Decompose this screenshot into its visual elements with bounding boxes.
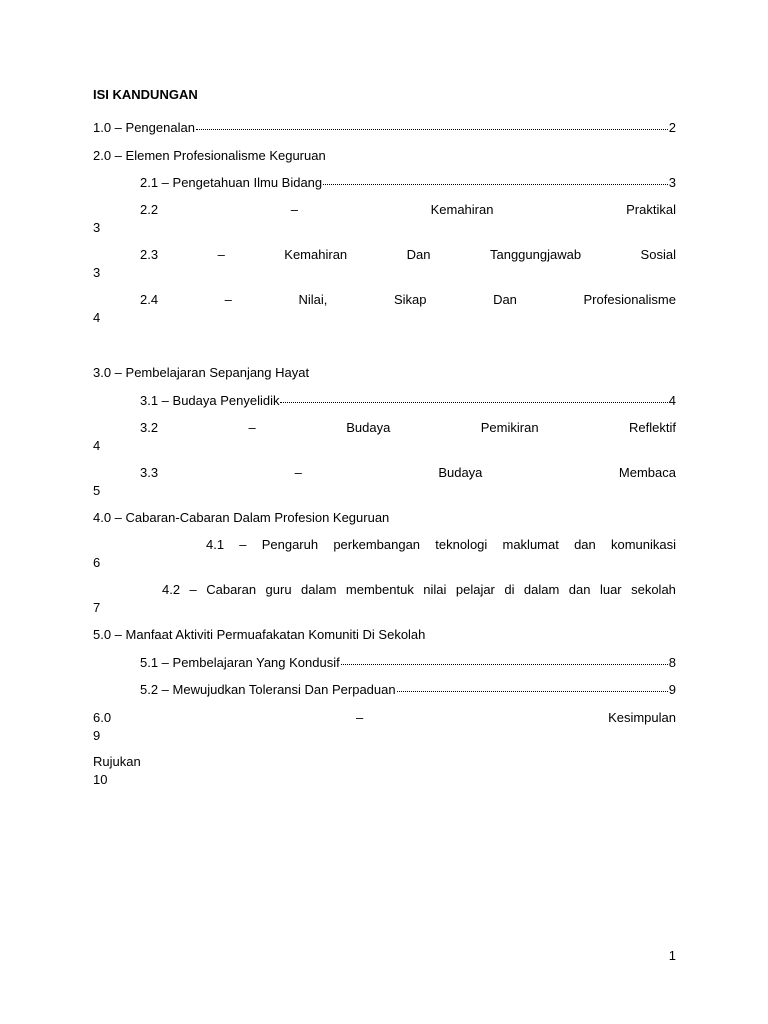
toc-entry-page: 4 [93,438,101,453]
toc-entry-2-3[interactable] [93,246,676,282]
toc-entry-page: 5 [93,483,101,498]
toc-entry-label: 2.0 – Elemen Profesionalisme Keguruan [93,148,326,163]
toc-word: – [189,582,197,597]
toc-word: Profesionalisme [583,292,676,307]
toc-word: 3.2 [140,420,159,435]
toc-entry-5-0[interactable] [93,626,676,644]
toc-entry-label: Rujukan [93,754,141,769]
toc-word: – [217,247,225,262]
toc-entry-page: 10 [93,772,108,787]
toc-entry-label [93,464,676,482]
toc-word: dan [574,537,596,552]
toc-entry-label [93,536,676,554]
toc-word: nilai [423,582,447,597]
toc-word: – [248,420,256,435]
toc-word: – [290,202,298,217]
toc-entry-2-0[interactable] [93,147,676,165]
dot-leader [280,401,667,403]
toc-word: perkembangan [333,537,421,552]
toc-entry-page: 8 [668,655,676,670]
toc-word: 4.2 [162,582,181,597]
toc-entry-4-0[interactable] [93,509,676,527]
toc-word: – [239,537,247,552]
toc-entry-page: 4 [93,310,101,325]
toc-word: Dan [493,292,517,307]
toc-entry-page: 2 [668,120,676,135]
toc-word: sekolah [631,582,676,597]
dot-leader [196,128,668,130]
toc-word: Tanggungjawab [489,247,582,262]
toc-word: guru [265,582,292,597]
toc-word: 2.4 [140,292,159,307]
toc-word: Kemahiran [284,247,348,262]
toc-word: – [294,465,302,480]
toc-word: luar [599,582,622,597]
toc-word: Nilai, [298,292,328,307]
toc-word: 2.3 [140,247,159,262]
toc-word: Dan [406,247,431,262]
toc-word: dalam [523,582,560,597]
dot-leader [341,663,668,665]
toc-word: maklumat [502,537,559,552]
toc-word: Praktikal [626,202,676,217]
toc-entry-label: 5.2 – Mewujudkan Toleransi Dan Perpaduan [140,682,396,697]
toc-word: di [504,582,515,597]
toc-word: membentuk [345,582,414,597]
toc-word: 6.0 [93,710,112,725]
toc-word: Membaca [618,465,676,480]
toc-word: Sikap [393,292,427,307]
toc-word: teknologi [435,537,488,552]
toc-word: Kemahiran [430,202,494,217]
toc-word: Sosial [640,247,676,262]
toc-entry-3-2[interactable] [93,419,676,455]
toc-word: pelajar [455,582,495,597]
toc-word: 3.3 [140,465,159,480]
toc-entry-4-2[interactable] [93,581,676,617]
toc-entry-label: 1.0 – Pengenalan [93,120,195,135]
toc-entry-page: 3 [93,220,101,235]
toc-word: Pemikiran [480,420,539,435]
toc-entry-page: 6 [93,555,101,570]
toc-entry-6-0[interactable] [93,709,676,745]
toc-entry-label [93,709,676,727]
toc-entry-5-2[interactable] [93,681,676,699]
toc-entry-label: 5.0 – Manfaat Aktiviti Permuafakatan Komuniti Di Sekolah [93,627,426,642]
toc-entry-label [93,201,676,219]
toc-word: Budaya [438,465,483,480]
toc-entry-label [93,581,676,599]
toc-entry-page: 4 [668,393,676,408]
toc-entry-2-2[interactable] [93,201,676,237]
toc-entry-label [93,291,676,309]
toc-entry-label [93,246,676,264]
toc-entry-2-1[interactable] [93,174,676,192]
toc-word: Pengaruh [261,537,319,552]
toc-word: Reflektif [629,420,676,435]
toc-word: 4.1 [206,537,225,552]
toc-word: – [355,710,364,725]
toc-entry-page: 7 [93,600,101,615]
toc-word: komunikasi [610,537,676,552]
toc-entry-2-4[interactable] [93,291,676,327]
dot-leader [397,690,668,692]
toc-entry-label: 4.0 – Cabaran-Cabaran Dalam Profesion Keguruan [93,510,390,525]
toc-word: dalam [301,582,337,597]
toc-entry-rujukan[interactable] [93,753,676,789]
toc-entry-page: 3 [668,175,676,190]
toc-entry-page: 9 [93,728,101,743]
toc-title: ISI KANDUNGAN [93,87,198,102]
page-number: 1 [668,948,676,963]
toc-entry-page: 3 [93,265,101,280]
toc-entry-label [93,419,676,437]
toc-entry-label: 3.1 – Budaya Penyelidik [140,393,280,408]
toc-word: – [224,292,232,307]
toc-entry-1-0[interactable] [93,119,676,137]
toc-entry-3-0[interactable] [93,364,676,382]
toc-word: 2.2 [140,202,159,217]
toc-entry-4-1[interactable] [93,536,676,572]
toc-entry-page: 9 [668,682,676,697]
toc-word: Cabaran [206,582,257,597]
toc-entry-label: 2.1 – Pengetahuan Ilmu Bidang [140,175,323,190]
toc-word: Kesimpulan [608,710,676,725]
toc-entry-label: 5.1 – Pembelajaran Yang Kondusif [140,655,340,670]
toc-entry-5-1[interactable] [93,654,676,672]
toc-entry-label: 3.0 – Pembelajaran Sepanjang Hayat [93,365,310,380]
toc-entry-3-3[interactable] [93,464,676,500]
toc-word: Budaya [346,420,391,435]
toc-word: dan [568,582,591,597]
dot-leader [323,183,668,185]
toc-entry-3-1[interactable] [93,392,676,410]
